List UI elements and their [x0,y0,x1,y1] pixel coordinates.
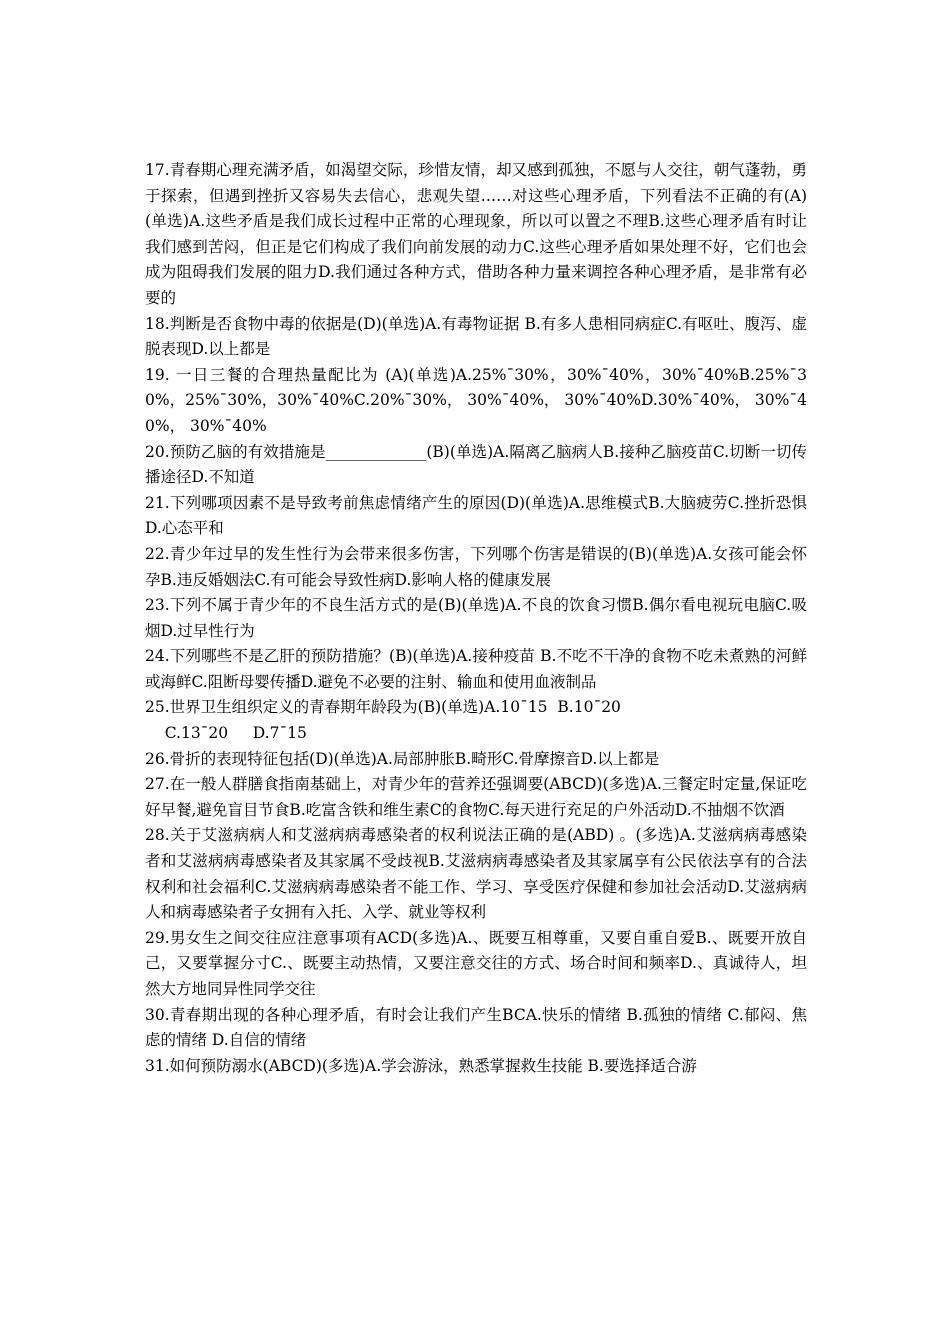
question-31: 31.如何预防溺水(ABCD)(多选)A.学会游泳，熟悉掌握救生技能 B.要选择适合游 [145,1056,697,1075]
question-25: 25.世界卫生组织定义的青春期年龄段为(B)(单选)A.10¯15 B.10¯20 C.13¯20 D.7¯15 [145,698,621,743]
question-17: 17.青春期心理充满矛盾，如渴望交际，珍惜友情，却又感到孤独，不愿与人交往，朝气蓬勃，勇于探索，但遇到挫折又容易失去信心，悲观失望……对这些心理矛盾，下列看法不正确的有(A)(单选)A.这些矛盾是我们成长过程中正常的心理现象，所以可以置之不理B.这些心理矛盾有时让我们感到苦闷，但正是它们构成了我们向前发展的动力C.这些心理矛盾如果处理不好，它们也会成为阻碍我们发展的阻力D.我们通过各种方式，借助各种力量来调控各种心理矛盾，是非常有必要的 [145,161,807,307]
question-27: 27.在一般人群膳食指南基础上，对青少年的营养还强调要(ABCD)(多选)A.三餐定时定量,保证吃好早餐,避免盲目节食B.吃富含铁和维生素C的食物C.每天进行充足的户外活动D.不抽烟不饮酒 [145,775,807,819]
question-28: 28.关于艾滋病病人和艾滋病病毒感染者的权利说法正确的是(ABD) 。(多选)A.艾滋病病毒感染者和艾滋病病毒感染者及其家属不受歧视B.艾滋病病毒感染者及其家属享有公民依法享有的合法权利和社会福利C.艾滋病病毒感染者不能工作、学习、享受医疗保健和参加社会活动D.艾滋病病人和病毒感染者子女拥有入托、入学、就业等权利 [145,826,807,922]
question-20: 20.预防乙脑的有效措施是_____________(B)(单选)A.隔离乙脑病人B.接种乙脑疫苗C.切断一切传播途径D.不知道 [145,442,807,487]
question-18: 18.判断是否食物中毒的依据是(D)(单选)A.有毒物证据 B.有多人患相同病症C.有呕吐、腹泻、虚脱表现D.以上都是 [145,314,807,359]
question-22: 22.青少年过早的发生性行为会带来很多伤害，下列哪个伤害是错误的(B)(单选)A.女孩可能会怀孕B.违反婚姻法C.有可能会导致性病D.影响人格的健康发展 [145,544,807,589]
question-30: 30.青春期出现的各种心理矛盾，有时会让我们产生BCA.快乐的情绪 B.孤独的情绪 C.郁闷、焦虑的情绪 D.自信的情绪 [145,1005,807,1050]
question-23: 23.下列不属于青少年的不良生活方式的是(B)(单选)A.不良的饮食习惯B.偶尔看电视玩电脑C.吸烟D.过早性行为 [145,596,807,640]
question-24: 24.下列哪些不是乙肝的预防措施？(B)(单选)A.接种疫苗 B.不吃不干净的食物不吃未煮熟的河鲜或海鲜C.阻断母婴传播D.避免不必要的注射、输血和使用血液制品 [145,647,807,691]
document-page [145,158,807,1079]
question-21: 21.下列哪项因素不是导致考前焦虑情绪产生的原因(D)(单选)A.思维模式B.大脑疲劳C.挫折恐惧D.心态平和 [145,493,807,538]
question-19: 19. 一日三餐的合理热量配比为 (A)(单选)A.25%¯30%，30%¯40%，30%¯40%B.25%¯30%，25%¯30%，30%¯40%C.20%¯30%， 30%¯40%， 30%¯40%D.30%¯40%， 30%¯40%， 30%¯40% [145,365,807,435]
question-26: 26.骨折的表现特征包括(D)(单选)A.局部肿胀B.畸形C.骨摩擦音D.以上都是 [145,749,660,768]
question-29: 29.男女生之间交往应注意事项有ACD(多选)A.、既要互相尊重，又要自重自爱B.、既要开放自己，又要掌握分寸C.、既要主动热情，又要注意交往的方式、场合时间和频率D.、真诚待人，坦然大方地同异性同学交往 [145,928,807,998]
